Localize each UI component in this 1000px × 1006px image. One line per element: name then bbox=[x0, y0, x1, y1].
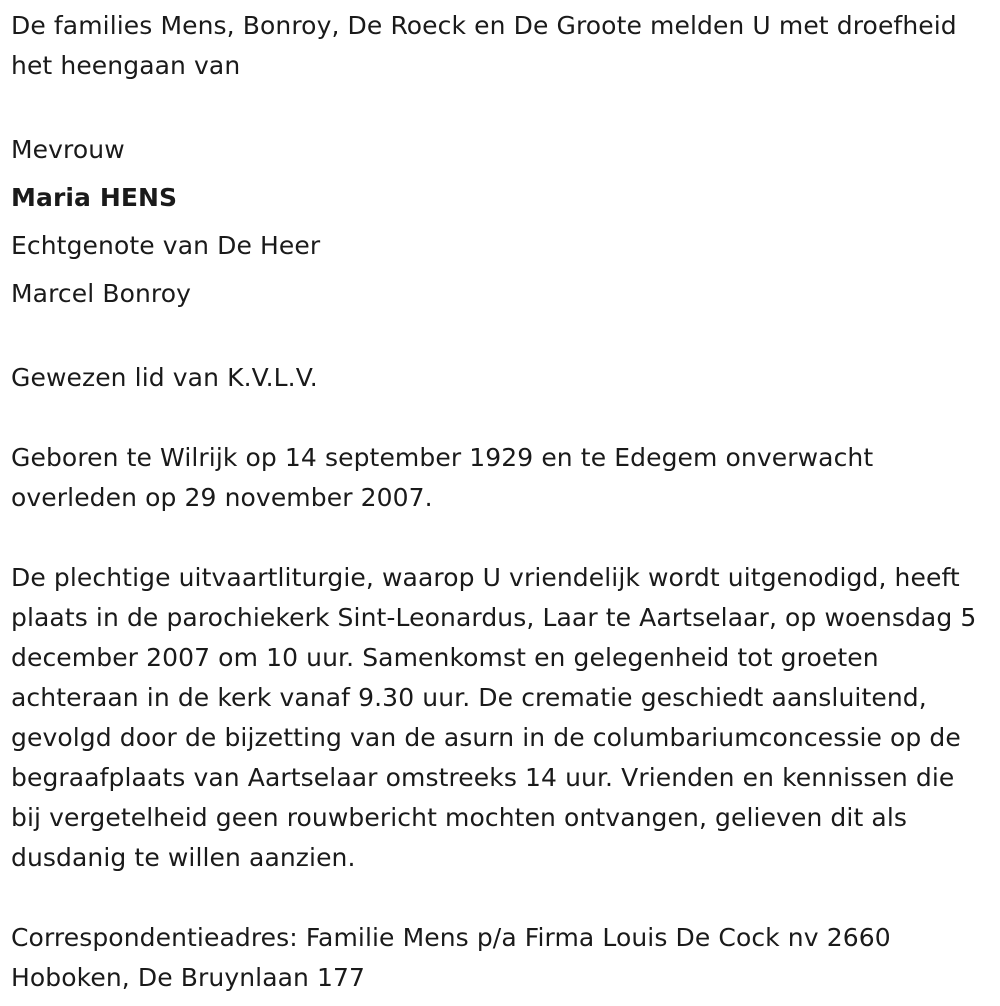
correspondence-paragraph: Correspondentieadres: Familie Mens p/a Firma Louis De Cock nv 2660 Hoboken, De Bruynlaan 177 bbox=[11, 923, 891, 992]
spouse-line-2: Marcel Bonroy bbox=[11, 279, 192, 308]
deceased-block bbox=[11, 126, 991, 318]
obituary-notice bbox=[11, 6, 991, 998]
birth-death-paragraph: Geboren te Wilrijk op 14 september 1929 en te Edegem onverwacht overleden op 29 november 2007. bbox=[11, 443, 874, 512]
deceased-name: Maria HENS bbox=[11, 183, 178, 212]
ceremony-paragraph: De plechtige uitvaartliturgie, waarop U vriendelijk wordt uitgenodigd, heeft plaats in de parochiekerk Sint-Leonardus, Laar te Aartselaar, op woensdag 5 december 2007 om 10 uur. Samenkomst en gelegenheid tot groeten achteraan in de kerk vanaf 9.30 uur. De crematie geschiedt aansluitend, gevolgd door de bijzetting van de asurn in de columbariumconcessie op de begraafplaats van Aartselaar omstreeks 14 uur. Vrienden en kennissen die bij vergetelheid geen rouwbericht mochten ontvangen, gelieven dit als dusdanig te willen aanzien. bbox=[11, 563, 977, 872]
membership-line: Gewezen lid van K.V.L.V. bbox=[11, 363, 318, 392]
spouse-line-1: Echtgenote van De Heer bbox=[11, 231, 321, 260]
title-prefix: Mevrouw bbox=[11, 135, 125, 164]
intro-paragraph: De families Mens, Bonroy, De Roeck en De Groote melden U met droefheid het heengaan van bbox=[11, 11, 957, 80]
